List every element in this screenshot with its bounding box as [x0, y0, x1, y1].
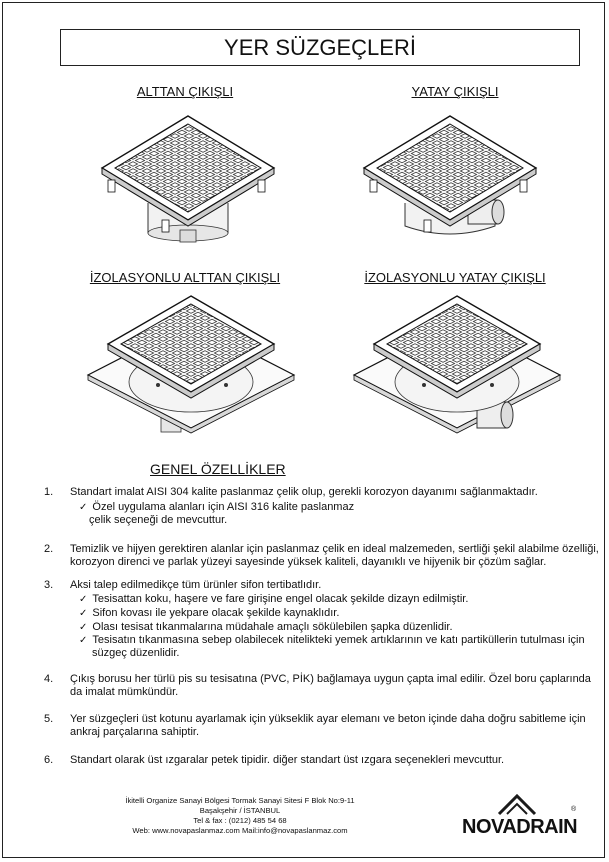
feature-text-line: Temizlik ve hijyen gerektiren alanlar için paslanmaz çelik en ideal malzemeden, sertliği şekil alabilme özelliği, — [70, 543, 599, 555]
check-icon: ✓ — [79, 622, 88, 633]
feature-sub-text: Özel uygulama alanları için AISI 316 kalite paslanmaz — [92, 501, 355, 513]
features-title: GENEL ÖZELLİKLER — [150, 461, 286, 477]
feature-text-line: Standart imalat AISI 304 kalite paslanmaz çelik olup, gerekli korozyon dayanımı sağlanmaktadır. — [70, 486, 538, 498]
brand-logo-icon — [497, 794, 537, 816]
footer-district: Başakşehir / İSTANBUL — [199, 806, 281, 815]
page-title: YER SÜZGEÇLERİ — [60, 29, 580, 66]
brand-name: NOVADRAIN — [462, 816, 578, 838]
footer-phone: Tel & fax : (0212) 485 54 68 — [193, 816, 287, 825]
drain-drawing-insulated-bottom-outlet — [86, 290, 296, 440]
feature-number: 6. — [44, 754, 54, 766]
footer-address: İkitelli Organize Sanayi Bölgesi Tormak Sanayi Sitesi F Blok No:9-11 — [125, 796, 355, 805]
feature-item-3 — [44, 579, 322, 592]
feature-number: 1. — [44, 486, 54, 498]
drain-drawing-side-outlet — [360, 108, 540, 248]
product-label-bottom-outlet: ALTTAN ÇIKIŞLI — [136, 84, 234, 99]
feature-item-5 — [44, 713, 586, 739]
feature-sub-item — [79, 607, 339, 620]
feature-text-line: Standart olarak üst ızgaralar petek tipidir. diğer standart üst ızgara seçenekleri mevcuttur. — [70, 754, 505, 766]
check-icon: ✓ — [79, 635, 88, 646]
feature-number: 3. — [44, 579, 54, 591]
feature-sub-text: Tesisatın tıkanmasına sebep olabilecek nitelikteki yemek artıklarının ve katı partiküllerin tutulması için — [92, 634, 585, 646]
check-icon: ✓ — [79, 502, 88, 513]
feature-text-line: Aksi talep edilmedikçe tüm ürünler sifon tertibatlıdır. — [70, 579, 322, 591]
feature-sub-item — [79, 621, 453, 634]
feature-text-line: Çıkış borusu her türlü pis su tesisatına (PVC, PİK) bağlamaya uygun çapta imal edilir. Özel boru çaplarında — [70, 673, 591, 685]
drain-drawing-insulated-side-outlet — [352, 290, 567, 440]
feature-sub-text: süzgeç düzenlidir. — [92, 647, 180, 659]
footer-web: Web: www.novapaslanmaz.com Mail:info@novapaslanmaz.com — [132, 826, 348, 835]
feature-text-line: da imalat mümkündür. — [70, 686, 179, 698]
check-icon: ✓ — [79, 608, 88, 619]
product-label-side-outlet: YATAY ÇIKIŞLI — [411, 84, 499, 99]
feature-item-6 — [44, 754, 505, 767]
product-label-insulated-bottom-outlet: İZOLASYONLU ALTTAN ÇIKIŞLI — [89, 270, 281, 285]
feature-item-2 — [44, 543, 599, 569]
feature-sub-text: Tesisattan koku, haşere ve fare girişine engel olacak şekilde dizayn edilmiştir. — [92, 593, 469, 605]
feature-number: 5. — [44, 713, 54, 725]
feature-sub-text: Olası tesisat tıkanmalarına müdahale amaçlı sökülebilen şapka düzenlidir. — [92, 621, 453, 633]
feature-sub-item — [79, 501, 354, 527]
feature-number: 2. — [44, 543, 54, 555]
feature-sub-text: Sifon kovası ile yekpare olacak şekilde kaynaklıdır. — [92, 607, 340, 619]
feature-sub-item — [79, 634, 585, 660]
feature-sub-item — [79, 593, 468, 606]
feature-sub-text: çelik seçeneği de mevcuttur. — [89, 514, 228, 526]
feature-item-4 — [44, 673, 591, 699]
feature-item-1 — [44, 486, 538, 499]
check-icon: ✓ — [79, 594, 88, 605]
feature-text-line: Yer süzgeçleri üst kotunu ayarlamak için yükseklik ayar elemanı ve beton içinde daha doğru sabitleme için — [70, 713, 586, 725]
drain-drawing-bottom-outlet — [98, 108, 278, 248]
feature-text-line: korozyon direnci ve parlak yüzeyi sayesinde yüksek kaliteli, dayanıklı ve hijyenik bir çözüm sağlar. — [70, 556, 547, 568]
footer-contact — [110, 796, 370, 836]
feature-number: 4. — [44, 673, 54, 685]
product-label-insulated-side-outlet: İZOLASYONLU YATAY ÇIKIŞLI — [364, 270, 546, 285]
registered-mark: ® — [571, 806, 577, 813]
feature-text-line: ankraj parçalarına sahiptir. — [70, 726, 200, 738]
